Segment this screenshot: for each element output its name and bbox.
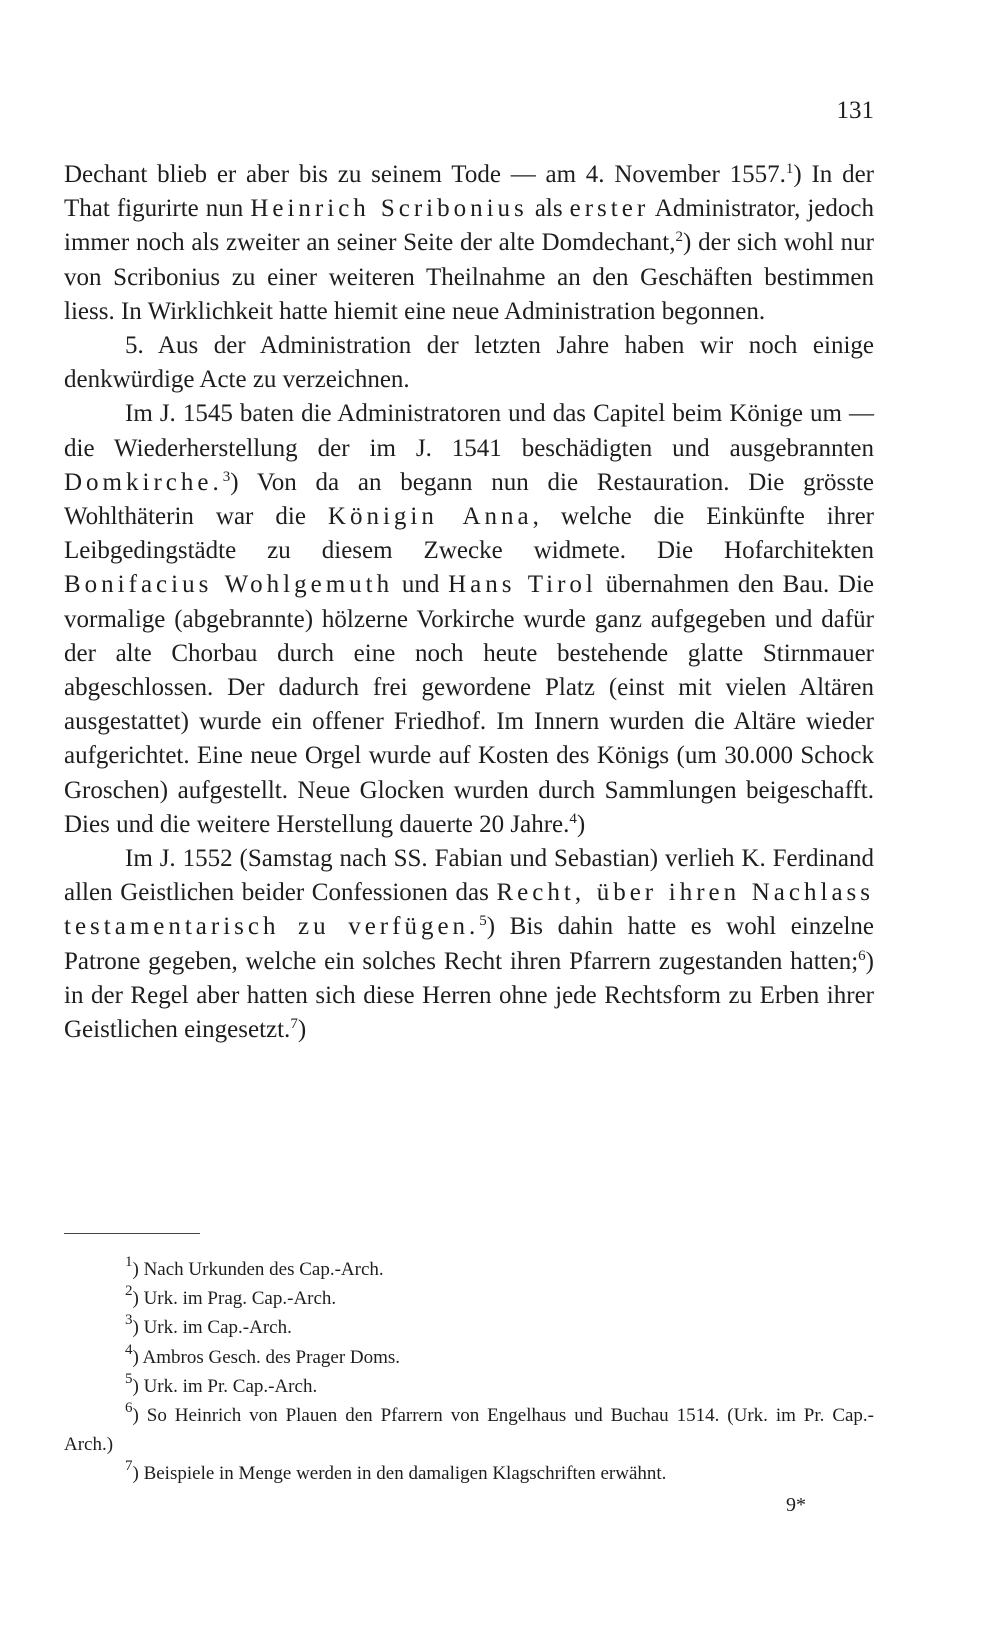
text-run: , welche die Einkünfte ihrer Leibgedingstädte zu diesem Zwecke widmete. Die Hofarchitekten <box>64 503 874 565</box>
footnote-mark: 1 <box>125 1254 133 1270</box>
footnote: $^2$) Urk. im Prag. Cap.-Arch. <box>125 1283 337 1310</box>
page-number: 131 <box>836 97 874 124</box>
text-run: Bis dahin hatte es wohl einzelne Patrone gegeben, welche ein solches Recht ihren Pfarrern zugestanden hatten; <box>64 913 875 975</box>
footnote: $^3$) Urk. im Cap.-Arch. <box>125 1312 292 1339</box>
footnote-text: Nach Urkunden des Cap.-Arch. <box>143 1259 384 1280</box>
footnote-mark: 7 <box>125 1458 133 1475</box>
footnote-text: Urk. im Prag. Cap.-Arch. <box>143 1288 337 1310</box>
footnote-mark: 2 <box>125 1283 133 1300</box>
paragraph: Dechant blieb er aber bis zu seinem Tode — am 4. November 1557.$^1$) In der That figurirte nun Heinrich Scribonius als erster Administrator, jedoch immer noch als zweiter an seiner Seite der alte Domdechant,$^2$) der sich wohl nur von Scribonius zu einer weiteren Theilnahme an den Geschäften bestimmen liess. In Wirklichkeit hatte hiemit eine neue Administration begonnen. <box>64 161 875 325</box>
signature-mark: 9* <box>786 1494 806 1516</box>
paragraph: Im J. 1552 (Samstag nach SS. Fabian und Sebastian) verlieh K. Ferdinand allen Geistlichen beider Confessionen das Recht, über ihren Nachlass testamentarisch zu verfügen.$^5$) Bis dahin hatte es wohl einzelne Patrone gegeben, welche ein solches Recht ihren Pfarrern zugestanden hatten;$^6$) in der Regel aber hatten sich diese Herren ohne jede Rechtsform zu Erben ihrer Geistlichen eingesetzt.$^7$) <box>64 845 875 1044</box>
spaced-emphasis-text: Bonifacius Wohlgemuth <box>64 571 394 599</box>
footnote-text: So Heinrich von Plauen den Pfarrern von Engelhaus und Buchau 1514. (Urk. im Pr. Cap.-Arch.) <box>64 1405 875 1456</box>
footnote-mark: 4 <box>125 1341 133 1358</box>
text-run: und <box>393 571 449 599</box>
footnote-text: Urk. im Pr. Cap.-Arch. <box>143 1375 318 1397</box>
footnote-mark: 6 <box>125 1400 133 1417</box>
spaced-emphasis-text: Hans Tirol <box>448 571 597 599</box>
spaced-emphasis-text: erster <box>569 195 650 223</box>
footnote: $^7$) Beispiele in Menge werden in den damaligen Klagschriften erwähnt. <box>125 1458 667 1485</box>
footnote-reference: 1 <box>785 161 794 177</box>
footnote-text: Ambros Gesch. des Prager Doms. <box>142 1346 401 1368</box>
footnote-separator <box>64 1233 200 1234</box>
spaced-emphasis-text: Domkirche. <box>64 468 223 496</box>
footnote-mark: 5 <box>125 1370 133 1387</box>
footnote-reference: 3 <box>222 468 231 485</box>
body-text <box>64 158 874 1047</box>
footnote: $^4$) Ambros Gesch. des Prager Doms. <box>125 1341 401 1368</box>
footnote-reference: 7 <box>290 1016 298 1033</box>
text-run: Dechant blieb er aber bis zu seinem Tode — am 4. November 1557. <box>64 161 786 188</box>
footnote-mark: 3 <box>125 1312 133 1329</box>
text-run: der sich wohl nur von Scribonius zu einer weiteren Theilnahme an den Geschäften bestimmen liess. In Wirklichkeit hatte hiemit eine neue Administration begonnen. <box>64 229 874 325</box>
footnote-reference: 6 <box>858 947 866 964</box>
spaced-emphasis-text: Königin Anna <box>327 503 533 531</box>
footnote-text: Beispiele in Menge werden in den damaligen Klagschriften erwähnt. <box>143 1463 667 1485</box>
footnote-reference: 2 <box>675 229 684 246</box>
text-run: In der That figurirte nun <box>64 161 875 223</box>
spaced-emphasis-text: Heinrich Scribonius <box>250 195 528 223</box>
text-run: 5. Aus der Administration der letzten Jahre haben wir noch einige denkwürdige Acte zu verzeichnen. <box>64 332 874 394</box>
footnote: $^5$) Urk. im Pr. Cap.-Arch. <box>125 1370 318 1397</box>
paragraph <box>64 329 874 397</box>
text-run: als <box>527 195 570 223</box>
text-run: Administrator, jedoch immer noch als zweiter an seiner Seite der alte Domdechant, <box>64 195 874 257</box>
text-run: in der Regel aber hatten sich diese Herren ohne jede Rechtsform zu Erben ihrer Geistlichen eingesetzt. <box>64 981 874 1044</box>
text-run: Im J. 1552 (Samstag nach SS. Fabian und Sebastian) verlieh K. Ferdinand allen Geistlichen beider Confessionen das <box>64 845 874 907</box>
spaced-emphasis-text: Recht, über ihren Nachlass testamentarisch zu verfügen. <box>64 879 874 941</box>
text-run: Von da an begann nun die Restauration. Die grösste Wohlthäterin war die <box>64 468 874 531</box>
text-run: übernahmen den Bau. Die vormalige (abgebrannte) hölzerne Vorkirche wurde ganz aufgegeben und dafür der alte Chorbau durch eine noch heute bestehende glatte Stirnmauer abgeschlossen. Der dadurch frei gewordene Platz (einst mit vielen Altären ausgestattet) wurde ein offener Friedhof. Im Innern wurden die Altäre wieder aufgerichtet. Eine neue Orgel wurde auf Kosten des Königs (um 30.000 Schock Groschen) aufgestellt. Neue Glocken wurden durch Sammlungen beigeschafft. Dies und die weitere Herstellung dauerte 20 Jahre. <box>64 571 875 838</box>
footnote: $^1$) Nach Urkunden des Cap.-Arch. <box>125 1254 384 1280</box>
text-run: Im J. 1545 baten die Administratoren und das Capitel beim Könige um — die Wiederherstellung der im J. 1541 beschädigten und ausgebrannten <box>64 400 874 462</box>
footnote-text: Urk. im Cap.-Arch. <box>143 1317 292 1339</box>
footnote-reference: 4 <box>569 810 577 827</box>
footnotes <box>64 1255 874 1489</box>
footnote-reference: 5 <box>479 913 487 930</box>
footnote: $^6$) So Heinrich von Plauen den Pfarrern von Engelhaus und Buchau 1514. (Urk. im Pr. Cap.-Arch.) <box>64 1400 875 1456</box>
paragraph: Im J. 1545 baten die Administratoren und das Capitel beim Könige um — die Wiederherstellung der im J. 1541 beschädigten und ausgebrannten Domkirche.$^3$) Von da an begann nun die Restauration. Die grösste Wohlthäterin war die Königin Anna, welche die Einkünfte ihrer Leibgedingstädte zu diesem Zwecke widmete. Die Hofarchitekten Bonifacius Wohlgemuth und Hans Tirol übernahmen den Bau. Die vormalige (abgebrannte) hölzerne Vorkirche wurde ganz aufgegeben und dafür der alte Chorbau durch eine noch heute bestehende glatte Stirnmauer abgeschlossen. Der dadurch frei gewordene Platz (einst mit vielen Altären ausgestattet) wurde ein offener Friedhof. Im Innern wurden die Altäre wieder aufgerichtet. Eine neue Orgel wurde auf Kosten des Königs (um 30.000 Schock Groschen) aufgestellt. Neue Glocken wurden durch Sammlungen beigeschafft. Dies und die weitere Herstellung dauerte 20 Jahre.$^4$) <box>64 400 875 838</box>
